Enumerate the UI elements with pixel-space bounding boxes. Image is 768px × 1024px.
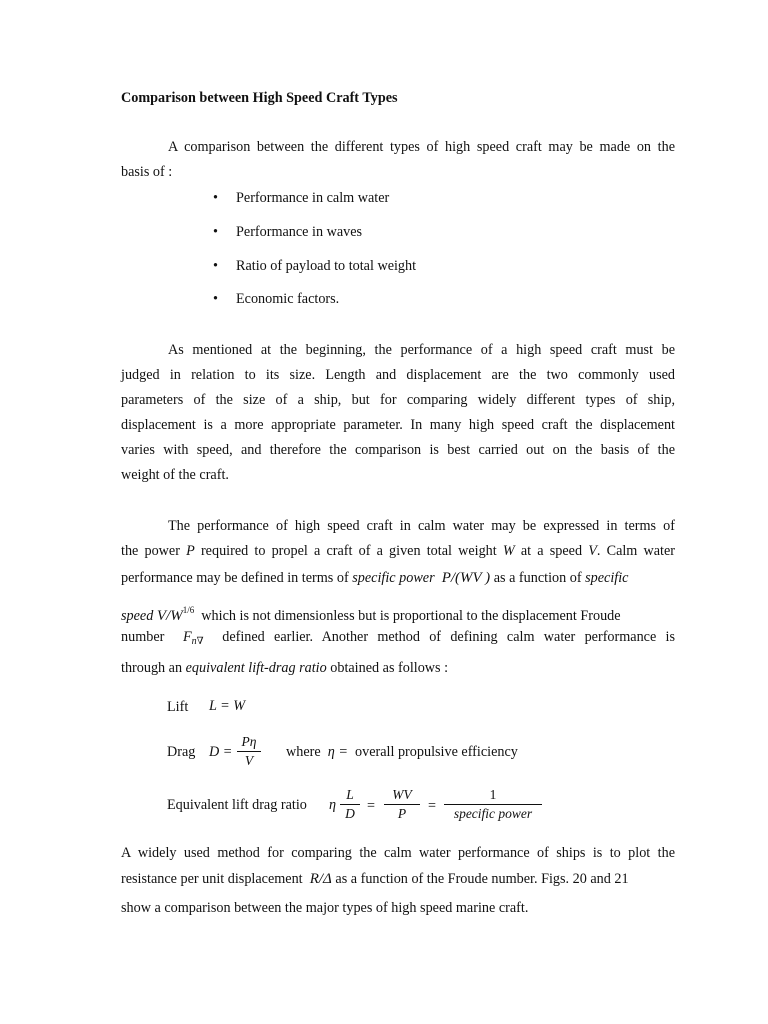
bullet-icon: • xyxy=(213,224,218,240)
list-item: • Ratio of payload to total weight xyxy=(213,258,417,274)
para2-line-1: As mentioned at the beginning, the performance of a high speed craft must be xyxy=(168,342,675,358)
list-item: • Economic factors. xyxy=(213,291,340,307)
para4-line-1: A widely used method for comparing the calm water performance of ships is to plot the xyxy=(121,845,675,861)
para3-line-2: the power P required to propel a craft of a given total weight W at a speed V. Calm water xyxy=(121,543,676,559)
bullet-icon: • xyxy=(213,291,218,307)
equals-sign-2: = xyxy=(428,798,437,814)
bullet-icon: • xyxy=(213,190,218,206)
lift-label: Lift xyxy=(167,699,189,715)
resistance-ratio-formula: R/Δ xyxy=(309,871,332,887)
para2-line-6: weight of the craft. xyxy=(121,467,229,483)
intro-line-2: basis of : xyxy=(121,164,173,180)
para3-line-1: The performance of high speed craft in calm water may be expressed in terms of xyxy=(168,518,675,534)
para4-line-3: show a comparison between the major types of high speed marine craft. xyxy=(121,900,529,916)
para3-line-4: speed $V/W^{1/6}$ which is not dimensionless but is proportional to the displacement Froude xyxy=(121,605,621,624)
list-item: • Performance in calm water xyxy=(213,190,390,206)
drag-fraction: Pη V xyxy=(237,734,261,769)
intro-line-1: A comparison between the different types of high speed craft may be made on the xyxy=(168,139,675,155)
drag-where: where η = overall propulsive efficiency xyxy=(286,744,518,760)
page-title: Comparison between High Speed Craft Types xyxy=(121,90,398,106)
para3-line-3: performance may be defined in terms of specific power P/(WV ) as a function of specific xyxy=(121,570,629,586)
lift-equation: L = W xyxy=(209,698,246,714)
para2-line-3: parameters of the size of a ship, but for comparing widely different types of ship, xyxy=(121,392,675,408)
para3-line-5: number $F_{n\nabla}$ defined earlier. Another method of defining calm water performance is xyxy=(121,629,676,647)
para3-line-6: through an equivalent lift-drag ratio obtained as follows : xyxy=(121,660,449,676)
specific-power-fraction: 1 specific power xyxy=(444,787,542,822)
lift-drag-fraction: L D xyxy=(340,787,360,822)
equals-sign-1: = xyxy=(367,798,376,814)
specific-power-formula: P/(WV ) xyxy=(441,570,491,586)
para4-line-2: resistance per unit displacement R/Δ as a function of the Froude number. Figs. 20 and 21 xyxy=(121,871,629,887)
drag-label: Drag xyxy=(167,744,196,760)
weight-speed-power-fraction: WV P xyxy=(384,787,420,822)
list-item: • Performance in waves xyxy=(213,224,363,240)
specific-speed-formula: V/W xyxy=(156,608,183,624)
bullet-icon: • xyxy=(213,258,218,274)
eta-symbol: η xyxy=(329,797,337,813)
drag-lhs: D = xyxy=(209,744,233,760)
equivalent-lift-drag-label: Equivalent lift drag ratio xyxy=(167,797,307,813)
froude-number-symbol: F xyxy=(182,629,192,645)
para2-line-2: judged in relation to its size. Length and displacement are the two commonly used xyxy=(121,367,675,383)
para2-line-5: varies with speed, and therefore the comparison is best carried out on the basis of the xyxy=(121,442,675,458)
para2-line-4: displacement is a more appropriate parameter. In many high speed craft the displacement xyxy=(121,417,675,433)
